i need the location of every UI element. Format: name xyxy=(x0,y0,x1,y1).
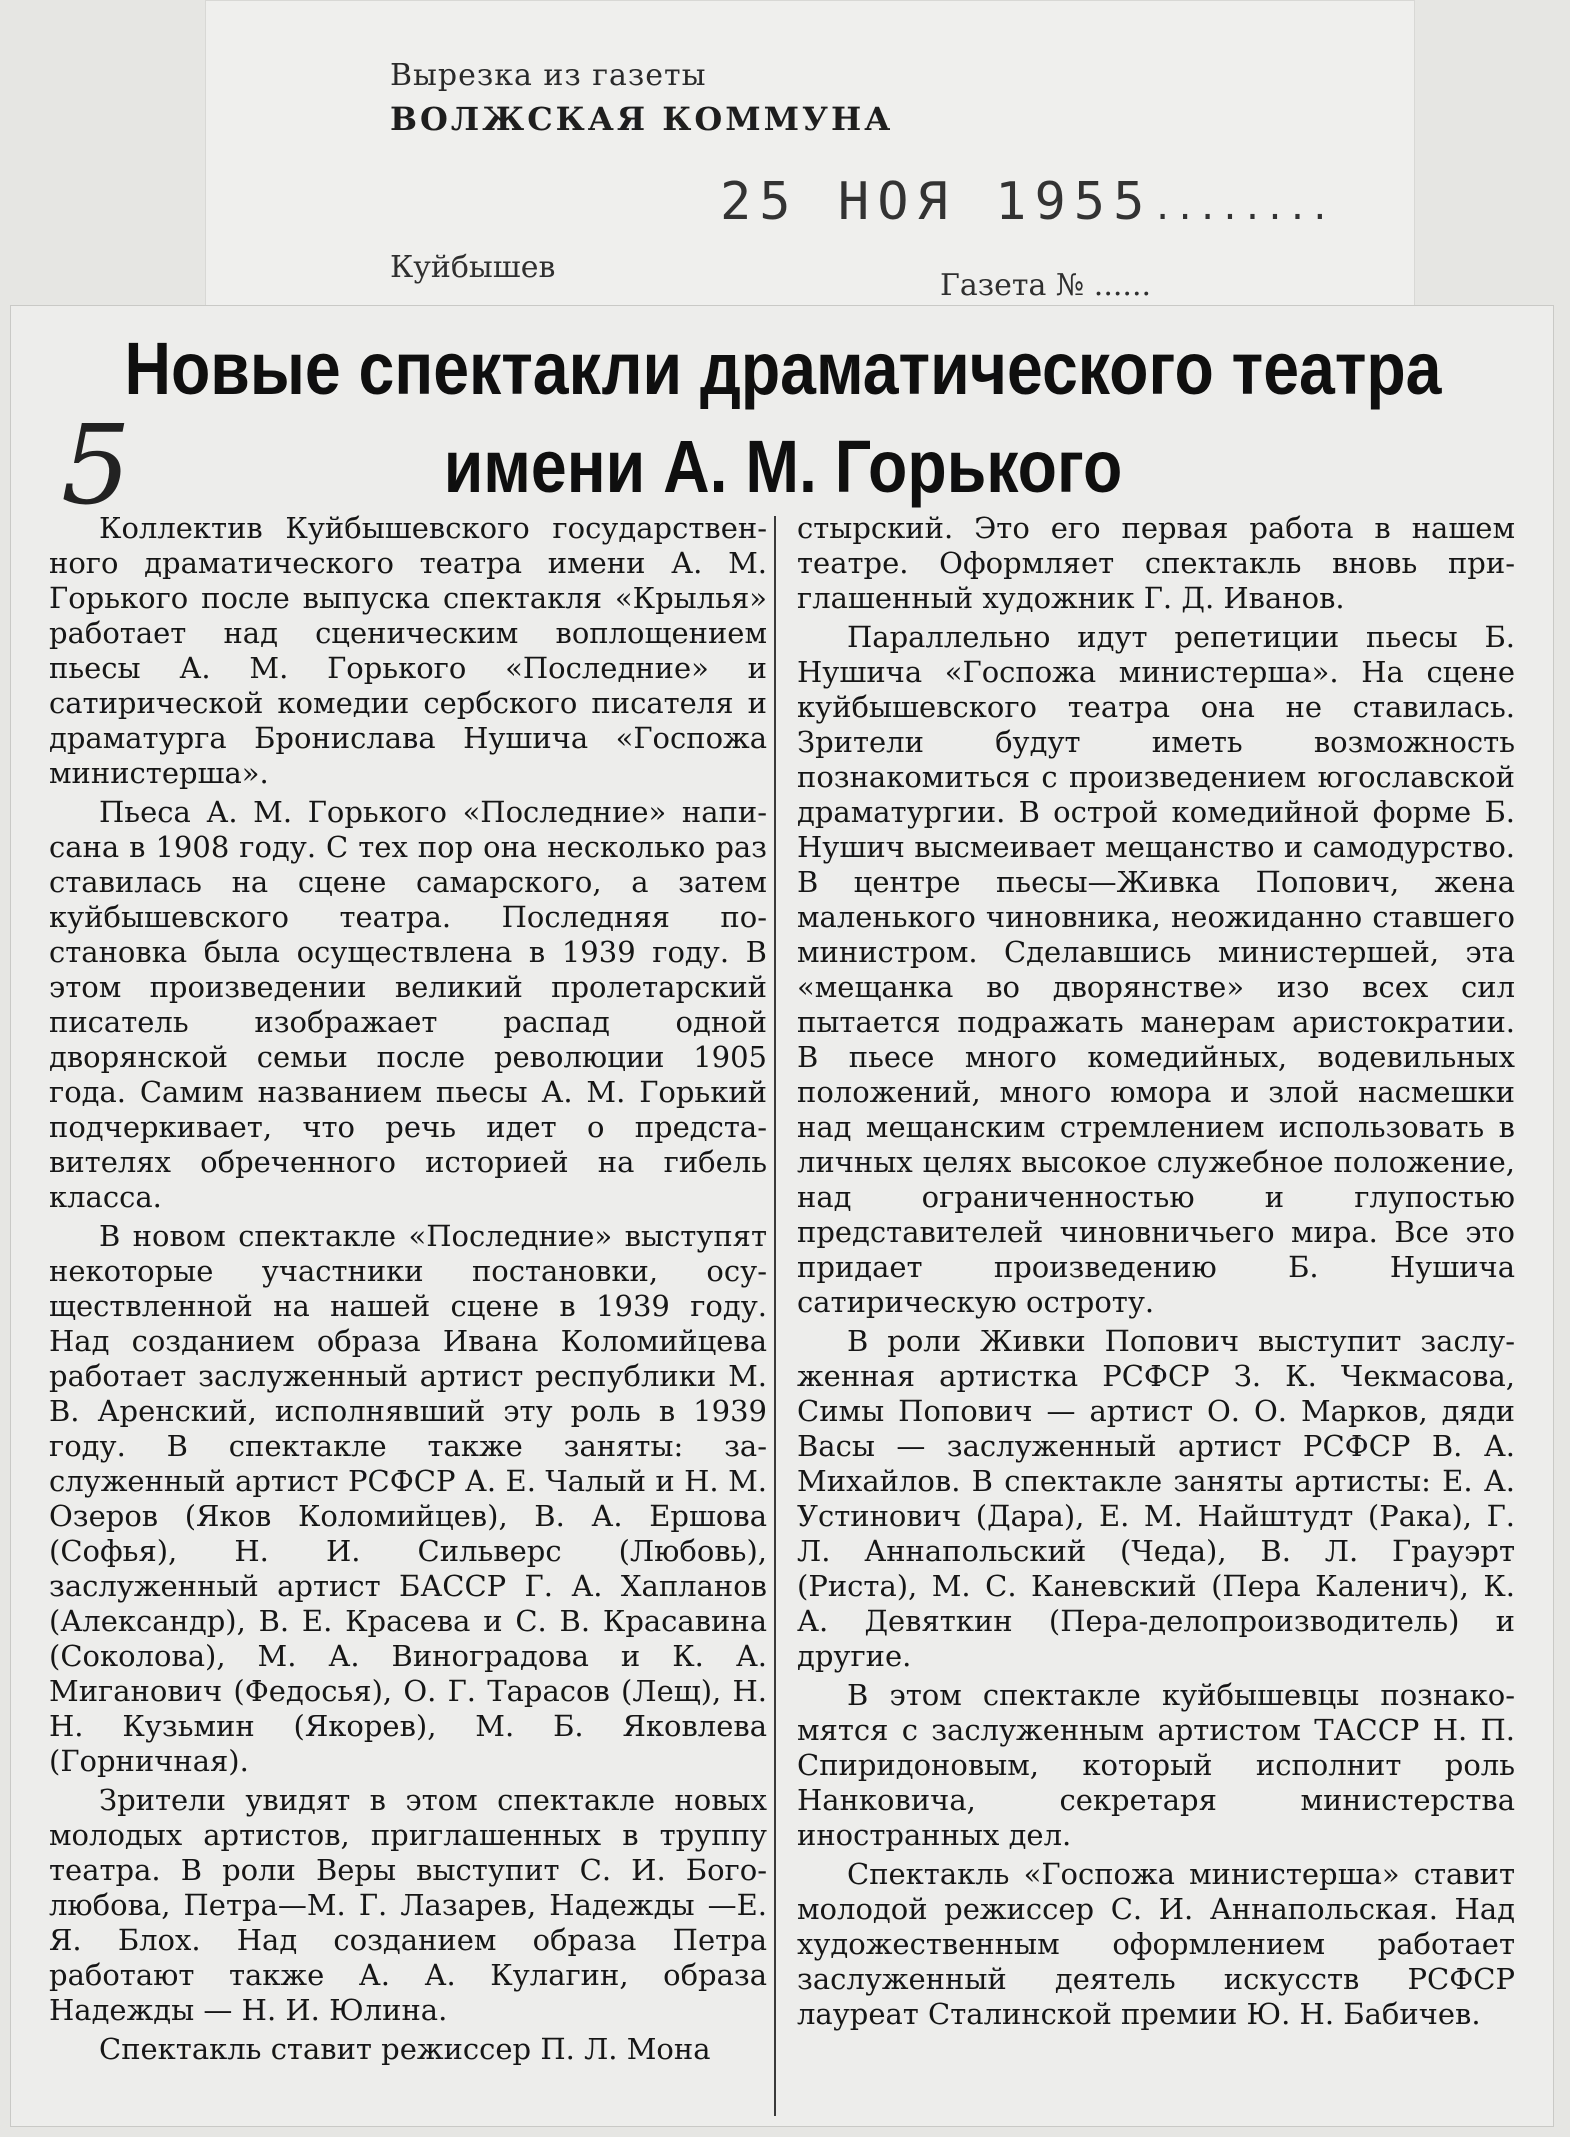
paragraph: Пьеса А. М. Горького «Последние» написана в 1908 году. С тех пор она несколько раз ставилась на сцене самарского, а затем куйбышевского театра. Последняя постановка была осуществлена в 1939 году. В этом произведении великий пролетарский писатель изображает распад одной дворянской семьи после революции 1905 года. Самим названием пьесы А. М. Горький подчеркивает, что речь идет о представителях обреченного историей на гибель класса. xyxy=(49,795,767,1214)
paragraph: Коллектив Куйбышевского государственного драматического театра имени А. М. Горького после выпуска спектакля «Крылья» работает над сценическим воплощением пьесы А. М. Горького «Последние» и сатирической комедии сербского писателя и драматурга Бронислава Нушича «Госпожа министерша». xyxy=(49,511,767,790)
headline-line-2: имени А. М. Горького xyxy=(443,425,1123,508)
article-column-right xyxy=(797,511,1515,2036)
paragraph-continuation: стырский. Это его первая работа в нашем театре. Оформляет спектакль вновь приглашенный художник Г. Д. Иванов. xyxy=(797,511,1515,615)
column-divider xyxy=(774,516,776,2116)
paragraph: В роли Живки Попович выступит заслуженная артистка РСФСР З. К. Чекмасова, Симы Попович — артист О. О. Марков, дяди Васы — заслуженный артист РСФСР В. А. Михайлов. В спектакле заняты артисты: Е. А. Устинович (Дара), Е. М. Найштудт (Рака), Г. Л. Аннапольский (Чеда), В. Л. Грауэрт (Риста), М. С. Каневский (Пера Каленич), К. А. Девяткин (Пера-делопроизводитель) и другие. xyxy=(797,1324,1515,1673)
paragraph: Параллельно идут репетиции пьесы Б. Нушича «Госпожа министерша». На сцене куйбышевского театра она не ставилась. Зрители будут иметь возможность познакомиться с произведением югославской драматургии. В острой комедийной форме Б. Нушич высмеивает мещанство и самодурство. В центре пьесы—Живка Попович, жена маленького чиновника, неожиданно ставшего министром. Сделавшись министершей, эта «мещанка во дворянстве» изо всех сил пытается подражать манерам аристократии. В пьесе много комедийных, водевильных положений, много юмора и злой насмешки над мещанским стремлением использовать в личных целях высокое служебное положение, над ограниченностью и глупостью представителей чиновничьего мира. Все это придает произведению Б. Нушича сатирическую остроту. xyxy=(797,620,1515,1319)
newspaper-clipping xyxy=(10,305,1554,2127)
label-newspaper-name: ВОЛЖСКАЯ КОММУНА xyxy=(390,100,894,138)
label-issue-number: Газета № ...... xyxy=(940,268,1152,303)
headline-line-1: Новые спектакли драматического театра xyxy=(124,327,1442,410)
label-clipping-from: Вырезка из газеты xyxy=(390,58,707,93)
clipping-label xyxy=(205,0,1415,330)
paragraph: Спектакль «Госпожа министерша» ставит молодой режиссер С. И. Аннапольская. Над художественным оформлением работает заслуженный деятель искусств РСФСР лауреат Сталинской премии Ю. Н. Бабичев. xyxy=(797,1857,1515,2031)
label-city: Куйбышев xyxy=(390,250,556,285)
article-column-left xyxy=(49,511,767,2071)
date-stamp: 25 НОЯ 1955........ xyxy=(720,172,1333,232)
paragraph: В этом спектакле куйбышевцы познакомятся с заслуженным артистом ТАССР Н. П. Спиридоновым, который исполнит роль Нанковича, секретаря министерства иностранных дел. xyxy=(797,1678,1515,1852)
handwritten-mark: 5 xyxy=(61,401,131,529)
paragraph: В новом спектакле «Последние» выступят некоторые участники постановки, осуществленной на нашей сцене в 1939 году. Над созданием образа Ивана Коломийцева работает заслуженный артист республики М. В. Аренский, исполнявший эту роль в 1939 году. В спектакле также заняты: заслуженный артист РСФСР А. Е. Чалый и Н. М. Озеров (Яков Коломийцев), В. А. Ершова (Софья), Н. И. Сильверс (Любовь), заслуженный артист БАССР Г. А. Хапланов (Александр), В. Е. Красева и С. В. Красавина (Соколова), М. А. Виноградова и К. А. Миганович (Федосья), О. Г. Тарасов (Лещ), Н. Н. Кузьмин (Якорев), М. Б. Яковлева (Горничная). xyxy=(49,1219,767,1778)
article-headline xyxy=(111,320,1454,516)
paragraph: Зрители увидят в этом спектакле новых молодых артистов, приглашенных в труппу театра. В роли Веры выступит С. И. Боголюбова, Петра—М. Г. Лазарев, Надежды —Е. Я. Блох. Над созданием образа Петра работают также А. А. Кулагин, образа Надежды — Н. И. Юлина. xyxy=(49,1783,767,2027)
paragraph: Спектакль ставит режиссер П. Л. Мона xyxy=(99,2032,711,2066)
